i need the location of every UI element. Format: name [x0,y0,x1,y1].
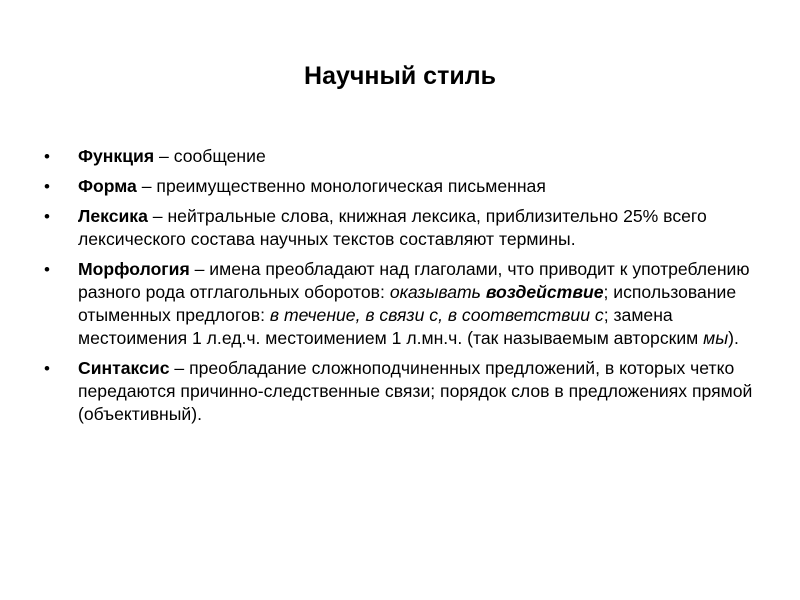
bullet-description: ; использование отыменных предлогов: [78,282,737,325]
bullet-item-function [44,145,764,168]
bullet-icon: • [44,147,50,166]
bullet-text [78,146,266,166]
example-noun: воздействие [485,282,604,302]
bullet-term: Синтаксис [78,358,170,378]
example-verb: оказывать [389,282,481,302]
bullet-description: – имена преобладают над глаголами, что приводит к употреблению разного рода отглагольных оборотов: [78,259,750,302]
bullet-item-lexis [44,205,764,251]
bullet-description: ; замена местоимения 1 л.ед.ч. местоимением 1 л.мн.ч. (так называемым авторским [78,305,704,348]
bullet-item-syntax [44,357,764,426]
example-prepositions: в течение, в связи с, в соответствии с [269,305,604,325]
bullet-term: Лексика [78,206,148,226]
bullet-description: ). [728,328,739,348]
bullet-item-form [44,175,764,198]
bullet-list [44,145,764,433]
example-pronoun: мы [703,328,729,348]
bullet-description: – сообщение [154,146,266,166]
bullet-term: Морфология [78,259,190,279]
bullet-icon: • [44,177,50,196]
bullet-term: Форма [78,176,137,196]
bullet-term: Функция [78,146,155,166]
bullet-description: – нейтральные слова, книжная лексика, приблизительно 25% всего лексического состава научных текстов составляют термины. [78,206,707,249]
bullet-icon: • [44,207,50,226]
bullet-item-morphology [44,258,764,350]
bullet-icon: • [44,359,50,378]
bullet-icon: • [44,260,50,279]
bullet-text [78,259,750,348]
bullet-description: – преимущественно монологическая письменная [136,176,546,196]
bullet-text [78,206,707,249]
bullet-text [78,358,752,424]
bullet-text [78,176,546,196]
slide-title: Научный стиль [304,62,496,90]
bullet-description: – преобладание сложноподчиненных предложений, в которых четко передаются причинно-следственные связи; порядок слов в предложениях прямой (объективный). [78,358,753,424]
